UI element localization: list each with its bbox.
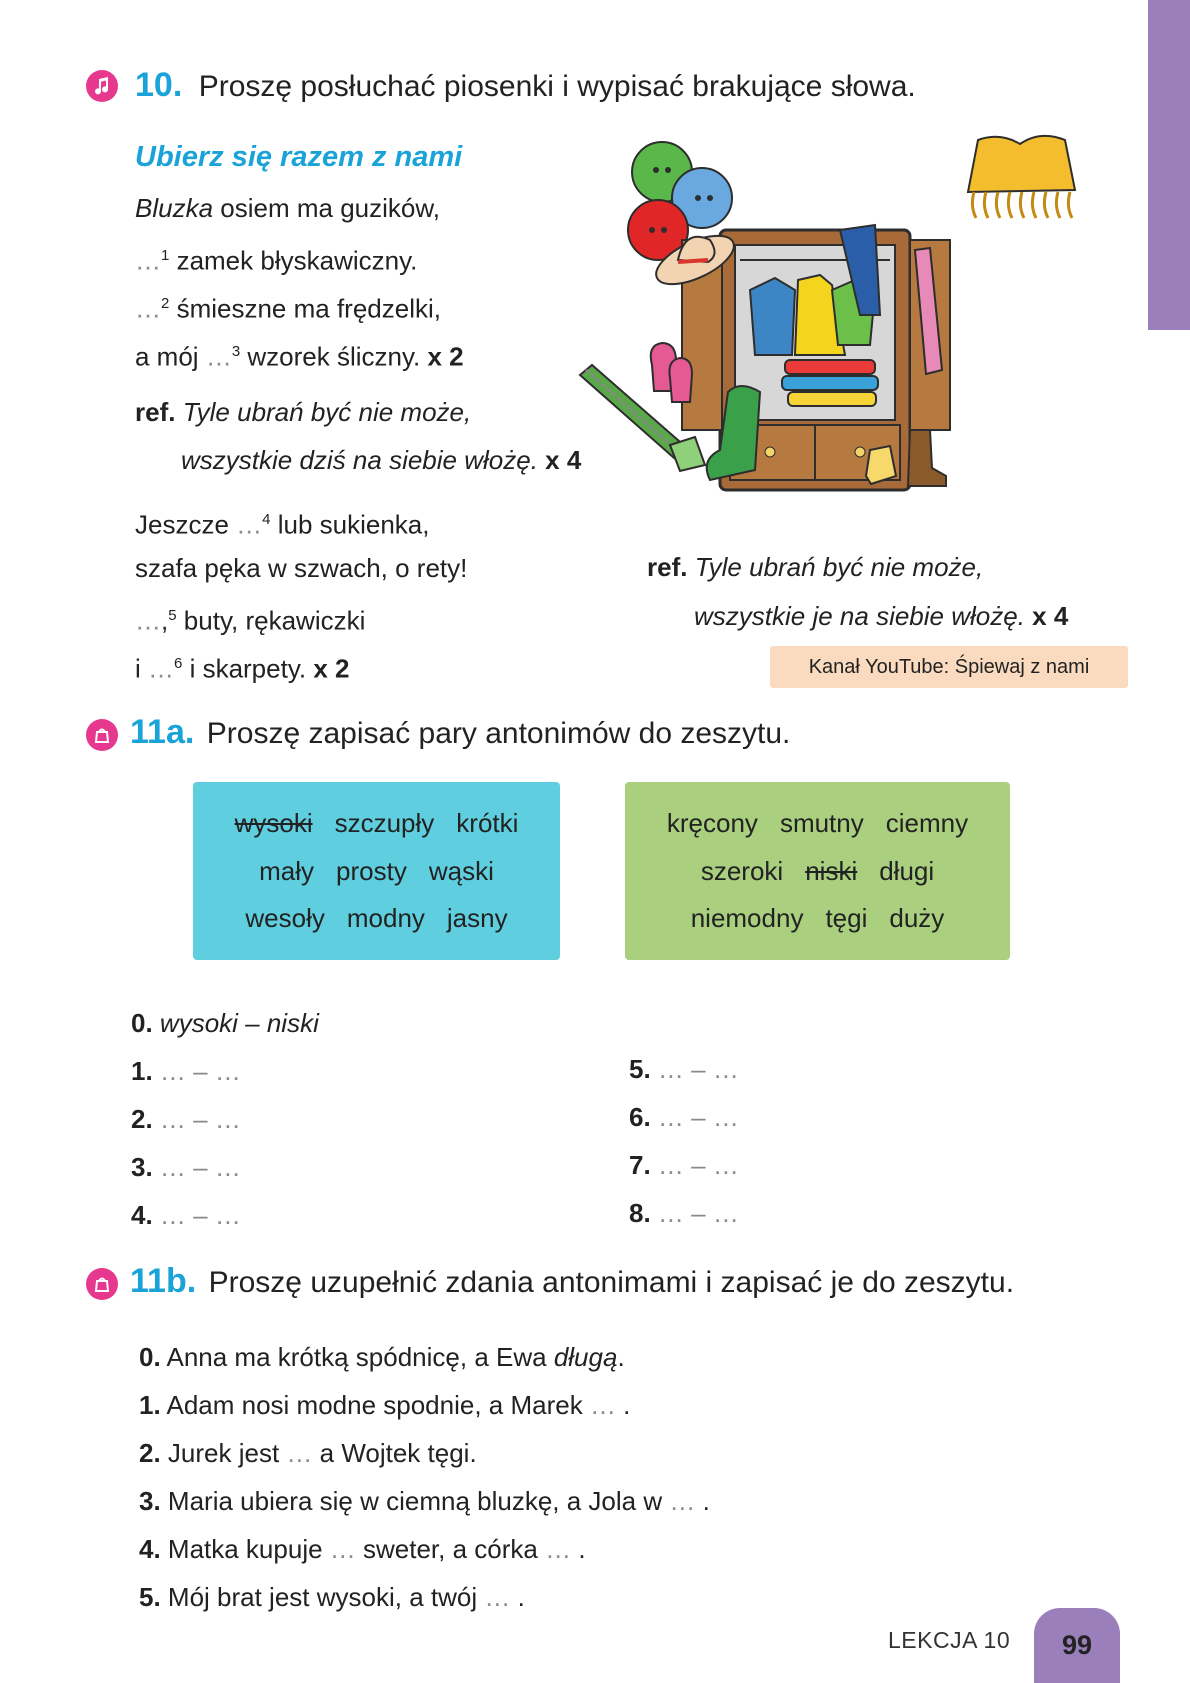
sentence-gap: … [286, 1438, 313, 1468]
wardrobe-illustration [570, 130, 1110, 530]
answer-gap: … – … [152, 1152, 241, 1182]
exercise-instruction: Proszę uzupełnić zdania antonimami i zapisać je do zeszytu. [208, 1266, 1015, 1299]
gap-placeholder: … [135, 605, 161, 636]
sentence-number: 4. [139, 1534, 161, 1564]
sentence-text: . [617, 1342, 625, 1372]
music-note-icon [86, 70, 118, 102]
yellow-sock-icon [866, 446, 896, 484]
word: wesoły [245, 902, 325, 933]
answer-number: 3. [131, 1152, 153, 1182]
word-crossed: wysoki [234, 808, 313, 839]
sentence-3 [139, 1486, 710, 1517]
sentence-gap: … [329, 1534, 356, 1564]
word-row [625, 903, 1010, 934]
song-text: i [135, 653, 148, 684]
song-line-5 [135, 505, 429, 540]
gap-number: 5 [168, 607, 177, 624]
word-row [625, 808, 1010, 839]
answer-number: 1. [131, 1056, 153, 1086]
sentence-number: 5. [139, 1582, 161, 1612]
word-row [193, 856, 560, 887]
song-title: Ubierz się razem z nami [135, 141, 463, 173]
song-line-3 [135, 289, 441, 324]
refrain-label: ref. [647, 552, 688, 582]
word-row [625, 856, 1010, 887]
refrain-2-line-1 [647, 552, 983, 582]
word-box-green [625, 782, 1010, 960]
word: duży [889, 902, 945, 933]
word: krótki [456, 808, 519, 839]
word: modny [346, 902, 425, 933]
gap-placeholder: … [148, 653, 174, 684]
exercise-number: 11b. [130, 1262, 197, 1300]
answer-line [131, 1056, 241, 1087]
song-word: Bluzka [135, 193, 214, 223]
gap-number: 6 [174, 655, 183, 672]
sentence-gap: … [589, 1390, 616, 1420]
scarf-icon [968, 136, 1075, 218]
answer-number: 5. [629, 1054, 651, 1084]
pencil-task-icon [86, 1268, 118, 1300]
song-line-1 [135, 193, 440, 223]
exercise-number: 11a. [130, 713, 195, 751]
shirt-icon [750, 278, 795, 355]
song-text: buty, rękawiczki [176, 605, 366, 636]
word-box-blue [193, 782, 560, 960]
word: tęgi [825, 902, 868, 933]
refrain-text: Tyle ubrań być nie może, [687, 552, 984, 582]
sentence-answer: długą [553, 1342, 618, 1372]
sentence-text: a Wojtek tęgi. [312, 1438, 477, 1468]
song-text: , [161, 605, 169, 636]
gap-placeholder: … [205, 341, 232, 372]
refrain-line-2 [181, 445, 581, 475]
answer-line [629, 1102, 739, 1133]
sentence-number: 2. [139, 1438, 161, 1468]
side-color-tab [1148, 0, 1190, 330]
boot-icon [908, 430, 946, 486]
sentence-text: . [510, 1582, 525, 1612]
sentence-gap: … [484, 1582, 511, 1612]
sentence-text: sweter, a córka [355, 1534, 546, 1564]
refrain-text: Tyle ubrań być nie może, [175, 397, 472, 427]
word: kręcony [666, 808, 758, 839]
answer-example [131, 1008, 319, 1039]
gap-placeholder: … [135, 245, 161, 276]
sentence-text: Anna ma krótką spódnicę, a Ewa [160, 1342, 554, 1372]
answer-gap: … – … [650, 1054, 739, 1084]
word: szeroki [700, 855, 784, 886]
gap-number: 1 [161, 247, 170, 264]
song-text: zamek błyskawiczny. [169, 245, 418, 276]
exercise-11b-heading [130, 1262, 1014, 1301]
word-crossed: niski [805, 855, 858, 886]
answer-line [629, 1054, 739, 1085]
word: szczupły [334, 808, 435, 839]
word: niemodny [690, 902, 804, 933]
refrain-label: ref. [135, 397, 176, 427]
song-line-4 [135, 337, 464, 372]
word: jasny [446, 902, 508, 933]
song-text: wzorek śliczny. [240, 341, 428, 372]
exercise-10-heading [135, 66, 916, 105]
word: wąski [428, 855, 494, 886]
song-text: Jeszcze [135, 509, 237, 540]
answer-number: 4. [131, 1200, 153, 1230]
song-text: lub sukienka, [270, 509, 430, 540]
song-line-8 [135, 649, 350, 684]
answer-number: 2. [131, 1104, 153, 1134]
youtube-caption: Kanał YouTube: Śpiewaj z nami [808, 655, 1090, 678]
answer-number: 0. [131, 1008, 153, 1038]
word: długi [879, 855, 935, 886]
gap-number: 4 [262, 511, 271, 528]
gap-number: 2 [161, 295, 170, 312]
gap-number: 3 [231, 343, 241, 360]
sentence-text: Mój brat jest wysoki, a twój [160, 1582, 485, 1612]
song-line-6 [135, 553, 467, 583]
song-text: osiem ma guzików, [213, 193, 440, 223]
answer-gap: … – … [650, 1198, 739, 1228]
answer-number: 7. [629, 1150, 651, 1180]
answer-line [629, 1198, 739, 1229]
repeat-mark: x 2 [313, 653, 350, 684]
word: prosty [336, 855, 407, 886]
word: smutny [779, 808, 864, 839]
song-line-2 [135, 241, 417, 276]
repeat-mark: x 4 [1024, 601, 1069, 631]
word-row [193, 903, 560, 934]
sentence-1 [139, 1390, 630, 1421]
word: ciemny [885, 808, 969, 839]
sentence-number: 3. [139, 1486, 161, 1516]
answer-line [629, 1150, 739, 1181]
sentence-0 [139, 1342, 625, 1373]
sentence-text: . [695, 1486, 710, 1516]
sentence-text: Adam nosi modne spodnie, a Marek [160, 1390, 590, 1420]
song-line-7 [135, 601, 365, 636]
exercise-11a-heading [130, 713, 790, 752]
answer-number: 8. [629, 1198, 651, 1228]
answer-gap: … – … [650, 1102, 739, 1132]
lesson-label: LEKCJA 10 [888, 1627, 1011, 1653]
answer-gap: … – … [152, 1200, 241, 1230]
refrain-text: wszystkie je na siebie włożę. [694, 601, 1025, 631]
sentence-2 [139, 1438, 477, 1469]
song-text: a mój [135, 341, 206, 372]
exercise-instruction: Proszę zapisać pary antonimów do zeszytu. [206, 717, 791, 750]
word: mały [259, 855, 315, 886]
sentence-gap: … [545, 1534, 572, 1564]
sentence-5 [139, 1582, 525, 1613]
repeat-mark: x 4 [537, 445, 582, 475]
sentence-number: 1. [139, 1390, 161, 1420]
song-text: i skarpety. [182, 653, 314, 684]
answer-gap: … – … [650, 1150, 739, 1180]
answer-line [131, 1152, 241, 1183]
exercise-instruction: Proszę posłuchać piosenki i wypisać brakujące słowa. [198, 70, 916, 103]
sentence-text: . [571, 1534, 586, 1564]
sentence-text: Matka kupuje [160, 1534, 330, 1564]
sentence-number: 0. [139, 1342, 161, 1372]
answer-line [131, 1104, 241, 1135]
answer-gap: … – … [152, 1104, 241, 1134]
page-number: 99 [1034, 1608, 1120, 1683]
refrain-text: wszystkie dziś na siebie włożę. [181, 445, 538, 475]
song-text: szafa pęka w szwach, o rety! [135, 553, 468, 583]
sentence-text: . [615, 1390, 631, 1420]
answer-number: 6. [629, 1102, 651, 1132]
answer-line [131, 1200, 241, 1231]
folded-clothes-icon [785, 360, 875, 374]
gap-placeholder: … [135, 293, 161, 324]
sentence-text: Jurek jest [160, 1438, 287, 1468]
answer-text: wysoki – niski [152, 1008, 319, 1038]
sentence-gap: … [669, 1486, 696, 1516]
refrain-2-line-2 [694, 601, 1068, 631]
song-text: śmieszne ma frędzelki, [169, 293, 441, 324]
sentence-text: Maria ubiera się w ciemną bluzkę, a Jola w [160, 1486, 670, 1516]
sentence-4 [139, 1534, 586, 1565]
gap-placeholder: … [236, 509, 263, 540]
repeat-mark: x 2 [427, 341, 464, 372]
answer-gap: … – … [152, 1056, 241, 1086]
exercise-number: 10. [135, 66, 183, 104]
refrain-line-1 [135, 397, 471, 427]
word-row [193, 808, 560, 839]
pencil-task-icon [86, 719, 118, 751]
